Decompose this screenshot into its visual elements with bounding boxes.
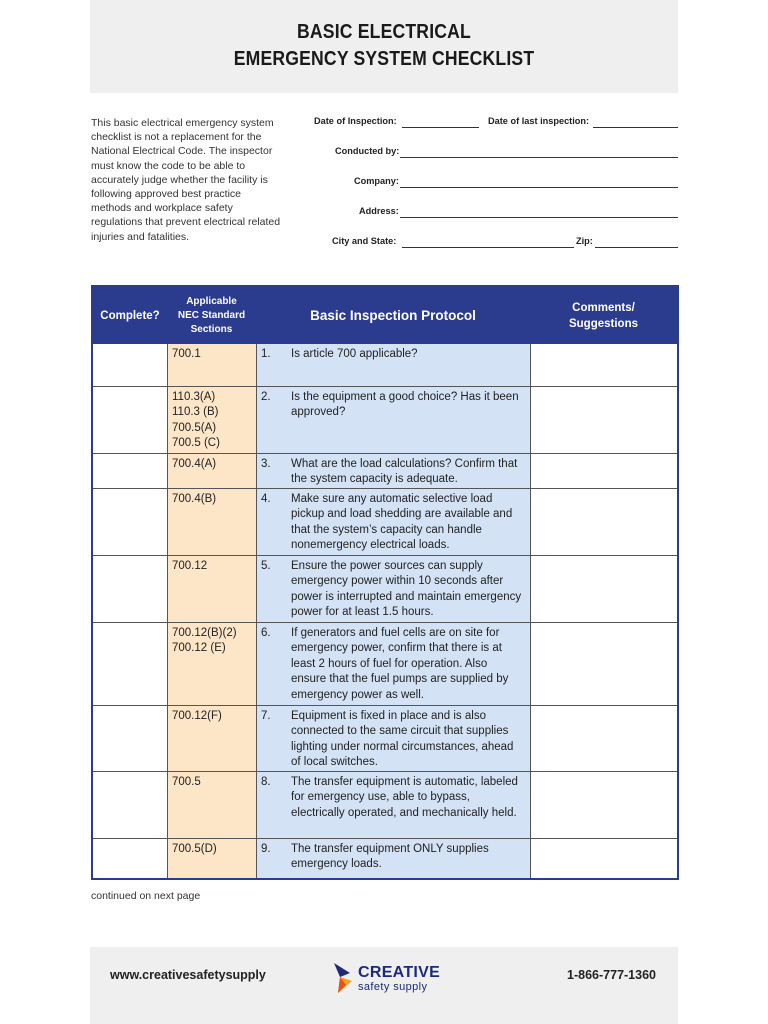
logo-brand-line1: CREATIVE (358, 964, 441, 981)
zip-label: Zip: (576, 236, 593, 246)
protocol-text: Ensure the power sources can supply emergency power within 10 seconds after power is interrupted and maintain emergency power for at least 1.5 hours. (291, 560, 522, 619)
date-of-last-inspection-label: Date of last inspection: (488, 116, 590, 126)
table-row (93, 772, 677, 839)
protocol-text: The transfer equipment is automatic, labeled for emergency use, able to bypass, electrically operated, and mechanically held. (291, 776, 518, 819)
title-band (90, 0, 678, 93)
nec-section: 700.4(B) (172, 493, 217, 505)
item-number: 8. (261, 776, 271, 788)
continued-note: continued on next page (91, 890, 201, 902)
address-field[interactable] (400, 217, 678, 218)
nec-section: 700.5(D) (172, 843, 217, 855)
logo-brand-line2: safety supply (358, 981, 428, 993)
item-number: 4. (261, 493, 271, 505)
intro-paragraph: This basic electrical emergency system checklist is not a replacement for the National Electrical Code. The inspector must know the code to be able to accurately judge whether the facility is following approved best practice methods and workplace safety regulations that prevent electrical related injuries and fatalities. (91, 117, 281, 243)
nec-section: 700.12(B)(2) 700.12 (E) (172, 627, 237, 655)
page-title-line1: BASIC ELECTRICAL (297, 21, 471, 43)
table-row (93, 556, 677, 623)
address-line (314, 206, 678, 220)
protocol-text: What are the load calculations? Confirm that the system capacity is adequate. (291, 458, 518, 486)
nec-section: 700.12 (172, 560, 208, 572)
nec-section: 700.12(F) (172, 710, 222, 722)
conducted-by-label: Conducted by: (335, 146, 400, 156)
inspection-dates-line (314, 116, 678, 130)
zip-field[interactable] (595, 247, 678, 248)
header-complete: Complete? (100, 309, 160, 322)
phone-number: 1-866-777-1360 (567, 968, 656, 982)
date-of-inspection-label: Date of Inspection: (314, 116, 397, 126)
table-row (93, 623, 677, 706)
page-title-line2: EMERGENCY SYSTEM CHECKLIST (233, 48, 535, 70)
website-link[interactable]: www.creativesafetysupply (110, 968, 266, 982)
date-of-inspection-field[interactable] (402, 127, 479, 128)
header-comments: Comments/ Suggestions (568, 301, 638, 330)
item-number: 6. (261, 627, 271, 639)
creative-safety-supply-logo (330, 961, 450, 997)
conducted-by-field[interactable] (400, 157, 678, 158)
table-row (93, 489, 677, 556)
address-label: Address: (359, 206, 399, 216)
nec-section: 700.5 (172, 776, 201, 788)
protocol-text: Is the equipment a good choice? Has it been approved? (291, 391, 519, 419)
date-of-last-inspection-field[interactable] (593, 127, 678, 128)
company-field[interactable] (400, 187, 678, 188)
table-header (93, 287, 677, 344)
table-row (93, 839, 677, 878)
table-row (93, 454, 677, 489)
flame-logo-icon (330, 961, 356, 995)
item-number: 7. (261, 710, 271, 722)
checklist-table (91, 285, 679, 880)
city-state-line (314, 236, 678, 250)
company-line (314, 176, 678, 190)
protocol-text: If generators and fuel cells are on site for emergency power, confirm that there is at least 2 hours of fuel for operation. Also ensure that the fuel pumps are supplied by emergency power as well. (291, 627, 509, 701)
item-number: 2. (261, 391, 271, 403)
protocol-text: Make sure any automatic selective load pickup and load shedding are available and that the system’s capacity can handle nonemergency electrical loads. (291, 493, 513, 552)
footer (90, 947, 678, 1024)
table-row (93, 387, 677, 454)
item-number: 9. (261, 843, 271, 855)
protocol-text: Is article 700 applicable? (291, 348, 418, 360)
city-state-field[interactable] (402, 247, 574, 248)
header-protocol: Basic Inspection Protocol (310, 308, 476, 323)
company-label: Company: (354, 176, 399, 186)
item-number: 3. (261, 458, 271, 470)
item-number: 5. (261, 560, 271, 572)
table-row (93, 344, 677, 387)
item-number: 1. (261, 348, 271, 360)
nec-section: 700.4(A) (172, 458, 217, 470)
protocol-text: The transfer equipment ONLY supplies emergency loads. (291, 843, 489, 871)
nec-section: 700.1 (172, 348, 201, 360)
header-nec-sections: Applicable NEC Standard Sections (177, 295, 246, 335)
protocol-text: Equipment is fixed in place and is also connected to the same circuit that supplies lighting under normal circumstances, ahead of local switches. (291, 710, 514, 769)
city-state-label: City and State: (332, 236, 397, 246)
conducted-by-line (314, 146, 678, 160)
nec-section: 110.3(A) 110.3 (B) 700.5(A) 700.5 (C) (172, 391, 220, 450)
table-row (93, 706, 677, 772)
